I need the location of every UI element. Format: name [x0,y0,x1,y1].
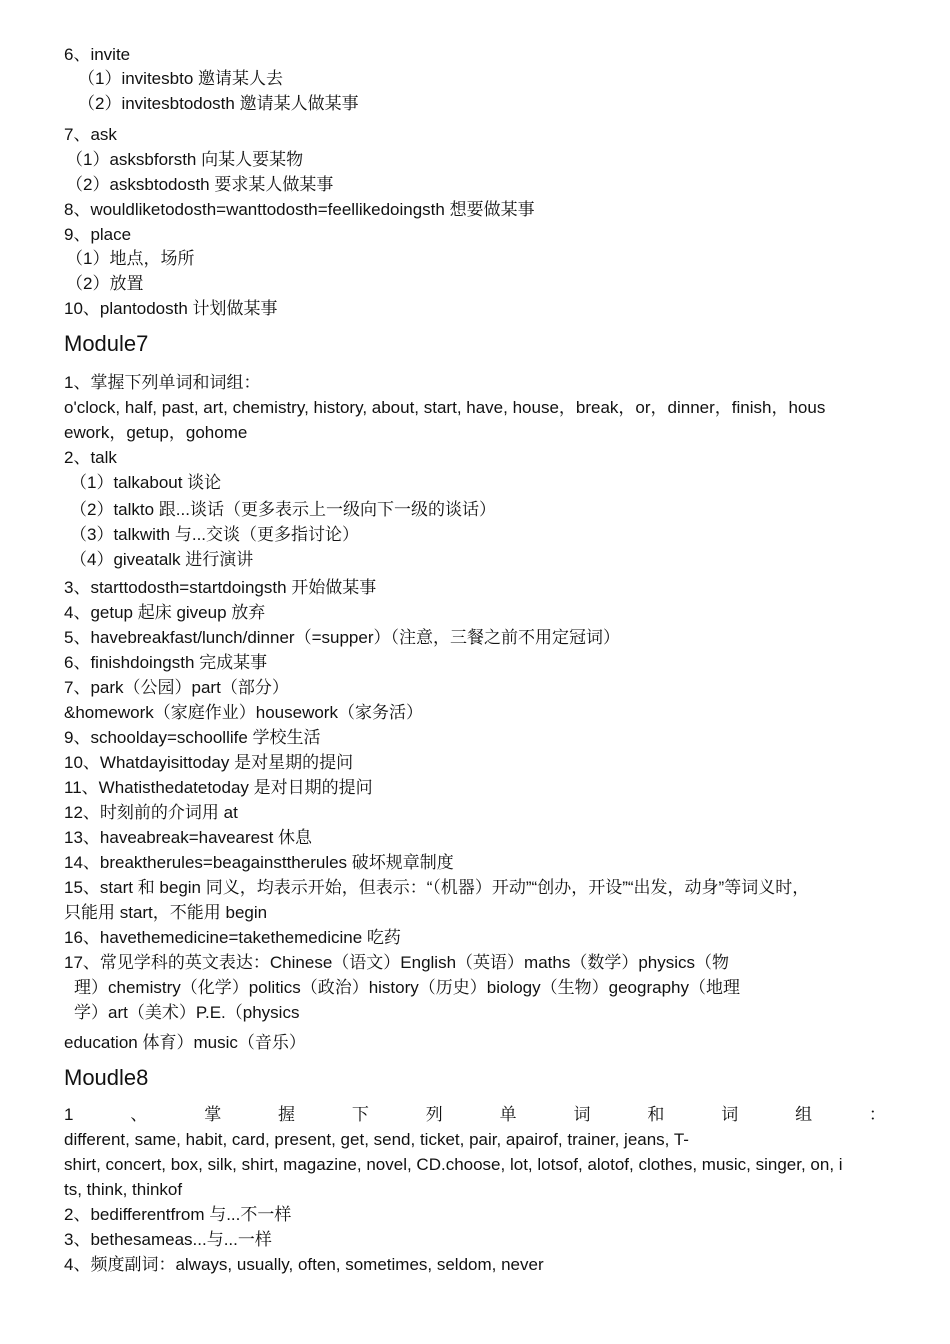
text-line: 7、park（公园）part（部分） [64,678,289,697]
text-line: 只能用 start，不能用 begin [64,903,268,922]
text-line: 8、wouldliketodosth=wanttodosth=feellikedoingsth 想要做某事 [64,200,535,219]
justified-char: 列 [425,1105,443,1124]
justified-char: 1 [64,1105,74,1124]
text-line: different, same, habit, card, present, get, send, ticket, pair, apairof, trainer, jeans, T- [64,1130,689,1149]
text-line: 1、掌握下列单词和词组： [64,373,261,392]
section-heading: Moudle8 [64,1065,149,1090]
text-line: 17、常见学科的英文表达：Chinese（语文）English（英语）maths（数学）physics（物 [64,953,730,972]
text-line: 学）art（美术）P.E.（physics [74,1003,300,1022]
text-line: （1）asksbforsth 向某人要某物 [66,150,304,169]
text-line: （4）giveatalk 进行演讲 [70,550,254,569]
text-line: 6、invite [64,45,131,64]
justified-char: ： [868,1105,886,1124]
text-line: 2、bedifferentfrom 与...不一样 [64,1205,292,1224]
text-line: 理）chemistry（化学）politics（政治）history（历史）biology（生物）geography（地理 [74,978,740,997]
text-line: （1）invitesbto 邀请某人去 [78,69,283,88]
text-line: 2、talk [64,448,117,467]
text-line: 11、Whatisthedatetoday 是对日期的提问 [64,778,373,797]
section-heading: Module7 [64,331,149,356]
text-line: 3、bethesameas...与...一样 [64,1230,272,1249]
text-line: （2）talkto 跟...谈话（更多表示上一级向下一级的谈话） [70,500,496,519]
text-line: 10、Whatdayisittoday 是对星期的提问 [64,753,354,772]
text-line: o'clock, half, past, art, chemistry, history, about, start, have, house，break，or，dinner，finish，hous [64,398,826,417]
text-line: 13、haveabreak=havearest 休息 [64,828,313,847]
text-line: （2）asksbtodosth 要求某人做某事 [66,175,334,194]
text-line: 3、starttodosth=startdoingsth 开始做某事 [64,578,377,597]
justified-char: 掌 [204,1105,222,1124]
text-line: 5、havebreakfast/lunch/dinner（=supper）（注意，三餐之前不用定冠词） [64,628,620,647]
text-line: 9、schoolday=schoollife 学校生活 [64,728,321,747]
justified-char: 组 [795,1105,813,1124]
text-line: （1）地点，场所 [66,249,195,268]
text-line: （2）invitesbtodosth 邀请某人做某事 [78,94,359,113]
text-line: 7、ask [64,125,117,144]
text-line: （3）talkwith 与...交谈（更多指讨论） [70,525,360,544]
text-line: 12、时刻前的介词用 at [64,803,238,822]
text-line: 4、getup 起床 giveup 放弃 [64,603,266,622]
text-line: 4、频度副词：always, usually, often, sometimes, seldom, never [64,1255,544,1274]
text-line: 9、place [64,225,132,244]
text-line: （2）放置 [66,274,144,293]
text-line: 6、finishdoingsth 完成某事 [64,653,268,672]
text-line: 15、start 和 begin 同义，均表示开始，但表示：“（机器）开动”“创办，开设”“出发，动身”等词义时， [64,878,810,897]
text-line: 14、breaktherules=beagainsttherules 破坏规章制度 [64,853,454,872]
text-line: ts, think, thinkof [64,1180,183,1199]
text-line: &homework（家庭作业）housework（家务活） [64,703,423,722]
text-line: 10、plantodosth 计划做某事 [64,299,278,318]
justified-char: 下 [351,1105,369,1124]
justified-char: 词 [573,1105,591,1124]
justified-char: 和 [647,1105,665,1124]
justified-char: 单 [499,1105,517,1124]
justified-char: 词 [721,1105,739,1124]
text-line: ework，getup，gohome [64,423,248,442]
text-line: education 体育）music（音乐） [64,1033,306,1052]
justified-char: 握 [278,1105,296,1124]
text-line: 16、havethemedicine=takethemedicine 吃药 [64,928,401,947]
justified-line [64,1104,886,1126]
text-line: shirt, concert, box, silk, shirt, magazine, novel, CD.choose, lot, lotsof, alotof, clothes, music, singer, on, i [64,1155,843,1174]
justified-char: 、 [130,1105,148,1124]
text-line: （1）talkabout 谈论 [70,473,222,492]
